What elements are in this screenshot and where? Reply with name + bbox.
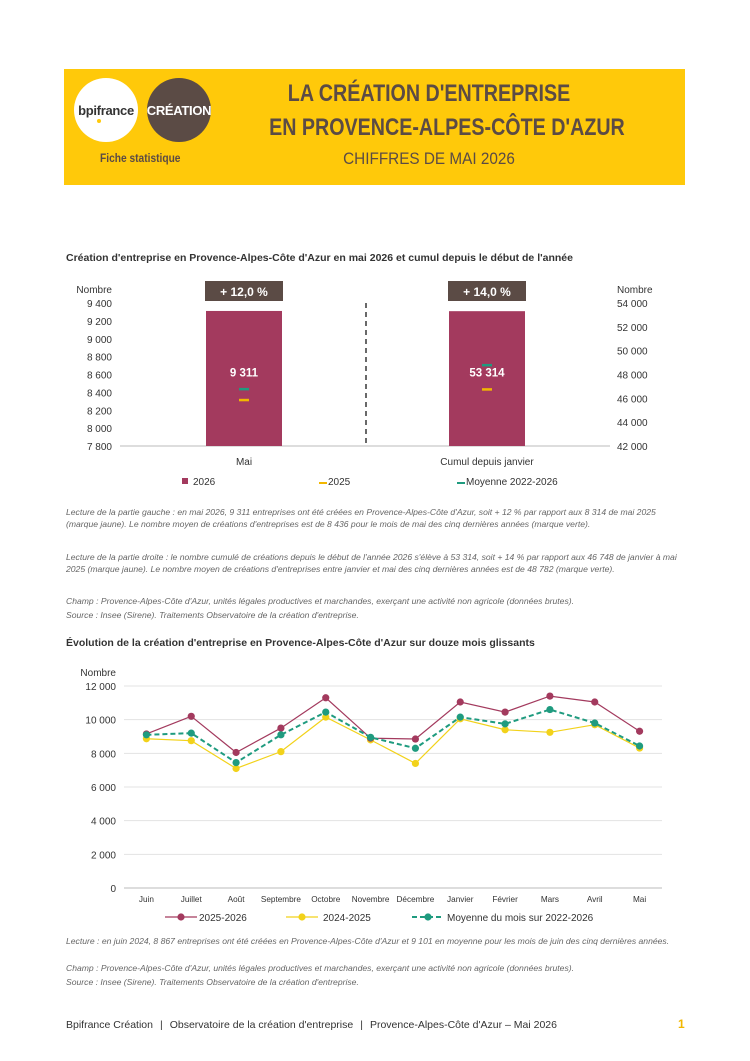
chart1-change-badge-label: + 14,0 % bbox=[463, 285, 511, 299]
chart2-note-lecture: Lecture : en juin 2024, 8 867 entreprises ont été créées en Provence-Alpes-Côte d'Azur et 9 101 en moyenne pour les mois de juin des cinq dernières années. bbox=[66, 936, 670, 946]
chart2-y-tick-label: 0 bbox=[110, 884, 116, 895]
chart2-point-1 bbox=[412, 760, 419, 767]
chart2-legend-label-1: 2024-2025 bbox=[323, 913, 371, 924]
chart1-note-champ: Champ : Provence-Alpes-Côte d'Azur, unités légales productives et marchandes, exerçant une activité non agricole (données brutes). bbox=[66, 596, 574, 606]
chart2-legend-marker-1 bbox=[298, 913, 305, 920]
chart2-x-tick-label: Janvier bbox=[447, 895, 474, 904]
chart1-legend-average-label: Moyenne 2022-2026 bbox=[466, 477, 558, 488]
chart1-right-axis-label: Nombre bbox=[617, 285, 653, 296]
page-subtitle: CHIFFRES DE MAI 2026 bbox=[343, 149, 515, 168]
chart2-point-0 bbox=[232, 749, 239, 756]
chart2-point-1 bbox=[277, 748, 284, 755]
chart1-right-tick-label: 54 000 bbox=[617, 299, 648, 310]
footer-brand: Bpifrance Création bbox=[66, 1019, 153, 1031]
chart2-point-0 bbox=[546, 693, 553, 700]
chart2-x-tick-label: Février bbox=[492, 895, 518, 904]
chart2-point-2 bbox=[546, 706, 553, 713]
chart2-y-axis-label: Nombre bbox=[80, 668, 116, 679]
chart2-point-0 bbox=[457, 698, 464, 705]
fiche-label: Fiche statistique bbox=[100, 151, 181, 165]
chart2-x-tick-label: Mars bbox=[540, 895, 560, 904]
creation-logo bbox=[147, 78, 211, 142]
chart2-series-line-2 bbox=[146, 710, 639, 763]
chart1-bar-value-label: 53 314 bbox=[469, 367, 505, 380]
chart2-point-2 bbox=[591, 719, 598, 726]
bpifrance-logo-text: bpifrance bbox=[78, 102, 134, 118]
creation-logo-text: CRÉATION bbox=[146, 102, 212, 118]
chart2-point-2 bbox=[636, 742, 643, 749]
chart2-x-tick-label: Mai bbox=[632, 895, 647, 904]
chart2-y-tick-label: 8 000 bbox=[90, 749, 116, 761]
chart2-point-2 bbox=[232, 759, 239, 766]
chart1-left-tick-label: 8 200 bbox=[86, 406, 112, 418]
chart2-legend-marker-0 bbox=[177, 913, 184, 920]
footer-region-date: Provence-Alpes-Côte d'Azur – Mai 2026 bbox=[369, 1019, 557, 1031]
chart2-title: Évolution de la création d'entreprise en Provence-Alpes-Côte d'Azur sur douze mois glissants bbox=[66, 637, 535, 649]
chart1-bar-value-label: 9 311 bbox=[229, 367, 259, 380]
chart2-note-champ: Champ : Provence-Alpes-Côte d'Azur, unités légales productives et marchandes, exerçant une activité non agricole (données brutes). bbox=[66, 963, 574, 973]
footer-separator: | bbox=[360, 1019, 363, 1031]
chart1-left-tick-label: 9 400 bbox=[86, 299, 112, 310]
chart2-point-0 bbox=[412, 735, 419, 742]
chart2-y-tick-label: 2 000 bbox=[90, 850, 116, 862]
chart2-x-tick-label: Décembre bbox=[396, 895, 435, 904]
chart2-series-line-0 bbox=[146, 696, 639, 752]
footer-separator: | bbox=[159, 1019, 163, 1031]
chart2-point-0 bbox=[188, 713, 195, 720]
chart1-left-tick-label: 8 400 bbox=[86, 388, 112, 400]
chart2-note-source: Source : Insee (Sirene). Traitements Observatoire de la création d'entreprise. bbox=[66, 977, 359, 987]
chart2-y-tick-label: 4 000 bbox=[90, 816, 116, 828]
chart2-x-tick-label: Septembre bbox=[260, 895, 301, 904]
chart1-legend-2026-label: 2026 bbox=[193, 477, 216, 488]
chart2-point-0 bbox=[501, 708, 508, 715]
chart1-right-tick-label: 42 000 bbox=[617, 442, 648, 453]
chart2-point-0 bbox=[277, 724, 284, 731]
chart1-note-source: Source : Insee (Sirene). Traitements Observatoire de la création d'entreprise. bbox=[66, 610, 359, 620]
chart1-left-tick-label: 9 000 bbox=[86, 334, 112, 346]
chart2-svg bbox=[0, 660, 750, 930]
chart1-left-tick-label: 9 200 bbox=[86, 316, 112, 328]
chart2-point-0 bbox=[636, 728, 643, 735]
chart2-legend-label-0: 2025-2026 bbox=[199, 913, 247, 924]
chart1-legend-2026-swatch bbox=[182, 478, 188, 484]
chart2-x-tick-label: Juillet bbox=[180, 895, 202, 904]
footer-observatoire: Observatoire de la création d'entreprise bbox=[169, 1019, 354, 1031]
header-banner bbox=[64, 69, 685, 185]
chart2-x-tick-label: Novembre bbox=[351, 895, 390, 904]
chart1-legend-2025-label: 2025 bbox=[328, 477, 351, 488]
chart2-point-2 bbox=[277, 731, 284, 738]
chart1-right-tick-label: 50 000 bbox=[617, 346, 648, 358]
chart1-category-label: Cumul depuis janvier bbox=[440, 457, 534, 468]
chart1-left-tick-label: 7 800 bbox=[86, 442, 112, 453]
chart1-note-right: Lecture de la partie droite : le nombre cumulé de créations depuis le début de l'année 2026 s'élève à 53 314, soit + 14 % par rapport aux 46 748 de janvier à mai 2025 (marque jaune). Le nombre moyen de créations d'entreprises entre janvier et mai des cinq dernières années est de 48 782 (marque verte). bbox=[66, 552, 677, 574]
chart1-left-tick-label: 8 000 bbox=[86, 424, 112, 436]
chart2-point-1 bbox=[546, 729, 553, 736]
chart2-legend-marker-2 bbox=[424, 913, 431, 920]
chart1-left-axis-label: Nombre bbox=[76, 285, 112, 296]
chart1-change-badge-label: + 12,0 % bbox=[220, 285, 268, 299]
chart2-point-1 bbox=[188, 737, 195, 744]
chart1-left-tick-label: 8 800 bbox=[86, 352, 112, 364]
logo-dot-icon bbox=[97, 119, 101, 123]
chart1-right-tick-label: 46 000 bbox=[617, 394, 648, 406]
chart1-right-tick-label: 48 000 bbox=[617, 370, 648, 382]
chart2-x-tick-label: Juin bbox=[138, 895, 154, 904]
chart2-point-0 bbox=[322, 694, 329, 701]
chart2-y-tick-label: 12 000 bbox=[85, 682, 116, 693]
chart2-point-2 bbox=[412, 745, 419, 752]
chart1-left-tick-label: 8 600 bbox=[86, 370, 112, 382]
chart1-title: Création d'entreprise en Provence-Alpes-Côte d'Azur en mai 2026 et cumul depuis le début de l'année bbox=[66, 252, 573, 264]
page-title-line1: LA CRÉATION D'ENTREPRISE bbox=[287, 80, 571, 107]
chart2-y-tick-label: 6 000 bbox=[90, 783, 116, 794]
chart2-y-tick-label: 10 000 bbox=[85, 715, 116, 727]
chart1-right-tick-label: 44 000 bbox=[617, 418, 648, 430]
chart2-point-2 bbox=[367, 734, 374, 741]
chart1-category-label: Mai bbox=[235, 457, 253, 468]
chart2-x-tick-label: Août bbox=[227, 895, 245, 904]
page-footer bbox=[66, 1019, 557, 1031]
chart2-x-tick-label: Avril bbox=[586, 895, 603, 904]
chart2-point-0 bbox=[591, 698, 598, 705]
chart2-point-2 bbox=[143, 731, 150, 738]
chart1-note-left: Lecture de la partie gauche : en mai 2026, 9 311 entreprises ont été créées en Provence-Alpes-Côte d'Azur, soit + 12 % par rapport aux 8 314 de mai 2025 (marque jaune). Le nombre moyen de créations d'entreprises est de 8 436 pour le mois de mai des cinq dernières années (marque verte). bbox=[66, 507, 656, 529]
chart2-point-2 bbox=[457, 714, 464, 721]
chart2-x-tick-label: Octobre bbox=[311, 895, 341, 904]
chart2-point-2 bbox=[188, 730, 195, 737]
chart1-svg bbox=[0, 275, 750, 520]
chart2-point-2 bbox=[322, 708, 329, 715]
chart1-right-tick-label: 52 000 bbox=[617, 322, 648, 334]
page-number: 1 bbox=[678, 1017, 685, 1031]
chart2-point-2 bbox=[501, 720, 508, 727]
page-title-line2: EN PROVENCE-ALPES-CÔTE D'AZUR bbox=[269, 114, 625, 141]
chart2-legend-label-2: Moyenne du mois sur 2022-2026 bbox=[447, 913, 594, 924]
bpifrance-logo bbox=[74, 78, 138, 142]
